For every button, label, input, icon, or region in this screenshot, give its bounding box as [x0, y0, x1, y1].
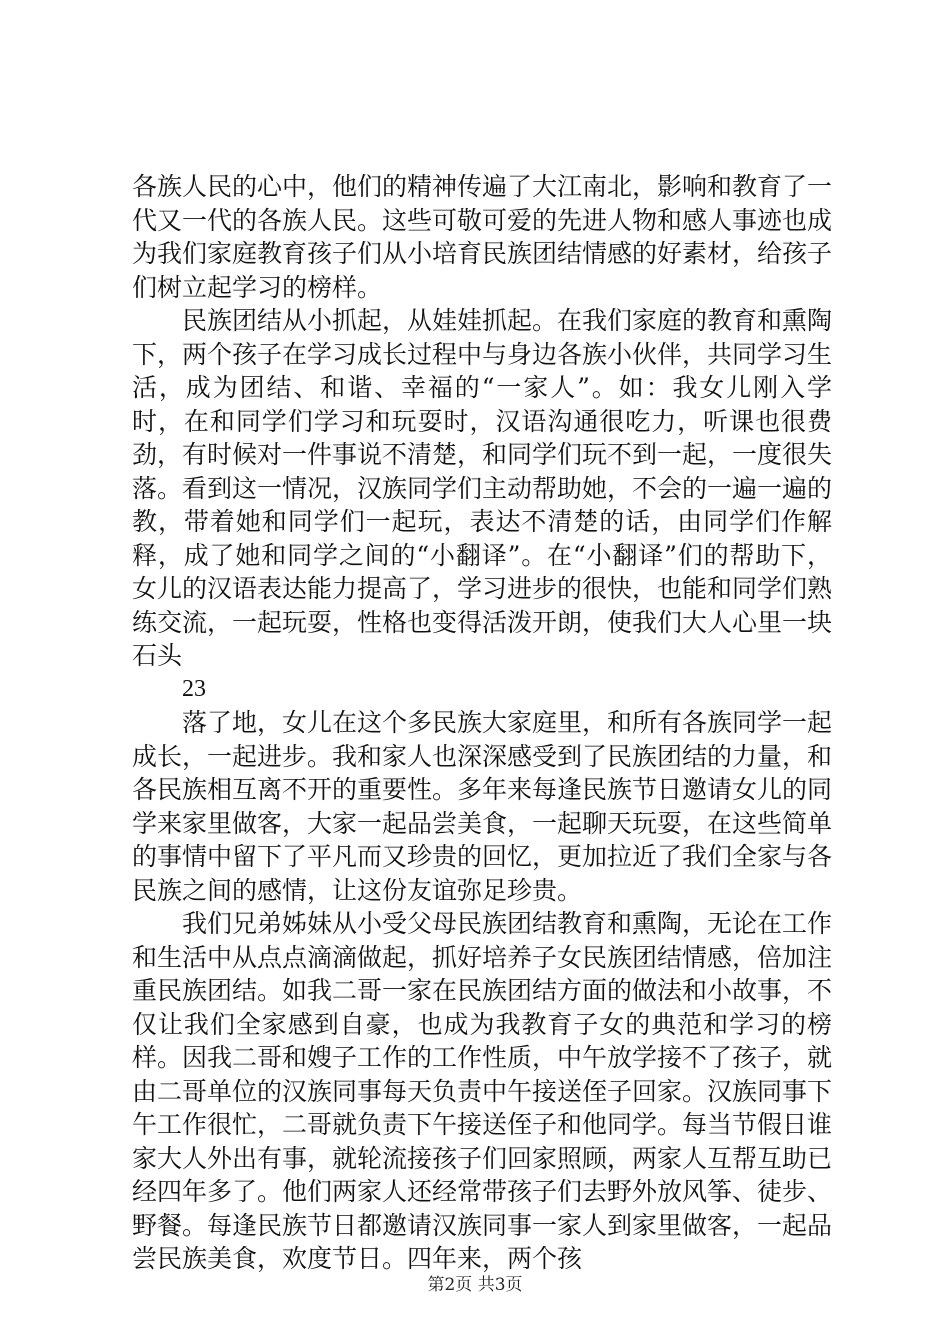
paragraph-4: 我们兄弟姊妹从小受父母民族团结教育和熏陶，无论在工作和生活中从点点滴滴做起，抓好培养子女民族团结情感，倍加注重民族团结。如我二哥一家在民族团结方面的做法和小故事，不仅让我们全家感到自豪，也成为我教育子女的典范和学习的榜样。因我二哥和嫂子工作的工作性质，中午放学接不了孩子，就由二哥单位的汉族同事每天负责中午接送侄子回家。汉族同事下午工作很忙，二哥就负责下午接送侄子和他同学。每当节假日谁家大人外出有事，就轮流接孩子们回家照顾，两家人互帮互助已经四年多了。他们两家人还经常带孩子们去野外放风筝、徒步、野餐。每逢民族节日都邀请汉族同事一家人到家里做客，一起品尝民族美食，欢度节日。四年来，两个孩: [132, 909, 833, 1273]
paragraph-3: 落了地，女儿在这个多民族大家庭里，和所有各族同学一起成长，一起进步。我和家人也深深感受到了民族团结的力量，和各民族相互离不开的重要性。多年来每逢民族节日邀请女儿的同学来家里做客，大家一起品尝美食，一起聊天玩耍，在这些简单的事情中留下了平凡而又珍贵的回忆，更加拉近了我们全家与各民族之间的感情，让这份友谊弥足珍贵。: [132, 708, 833, 905]
page-footer: 第2页 共3页: [427, 1275, 523, 1295]
paragraph-1: 各族人民的心中，他们的精神传遍了大江南北，影响和教育了一代又一代的各族人民。这些可敬可爱的先进人物和感人事迹也成为我们家庭教育孩子们从小培育民族团结情感的好素材，给孩子们树立起学习的榜样。: [132, 172, 833, 302]
inline-page-number: 23: [182, 675, 206, 702]
paragraph-2: 民族团结从小抓起，从娃娃抓起。在我们家庭的教育和熏陶下，两个孩子在学习成长过程中与身边各族小伙伴，共同学习生活，成为团结、和谐、幸福的“一家人”。如：我女儿刚入学时，在和同学们学习和玩耍时，汉语沟通很吃力，听课也很费劲，有时候对一件事说不清楚，和同学们玩不到一起，一度很失落。看到这一情况，汉族同学们主动帮助她，不会的一遍一遍的教，带着她和同学们一起玩，表达不清楚的话，由同学们作解释，成了她和同学之间的“小翻译”。在“小翻译”们的帮助下，女儿的汉语表达能力提高了，学习进步的很快，也能和同学们熟练交流，一起玩耍，性格也变得活泼开朗，使我们大人心里一块石头: [132, 306, 833, 670]
document-body: [132, 170, 832, 1276]
